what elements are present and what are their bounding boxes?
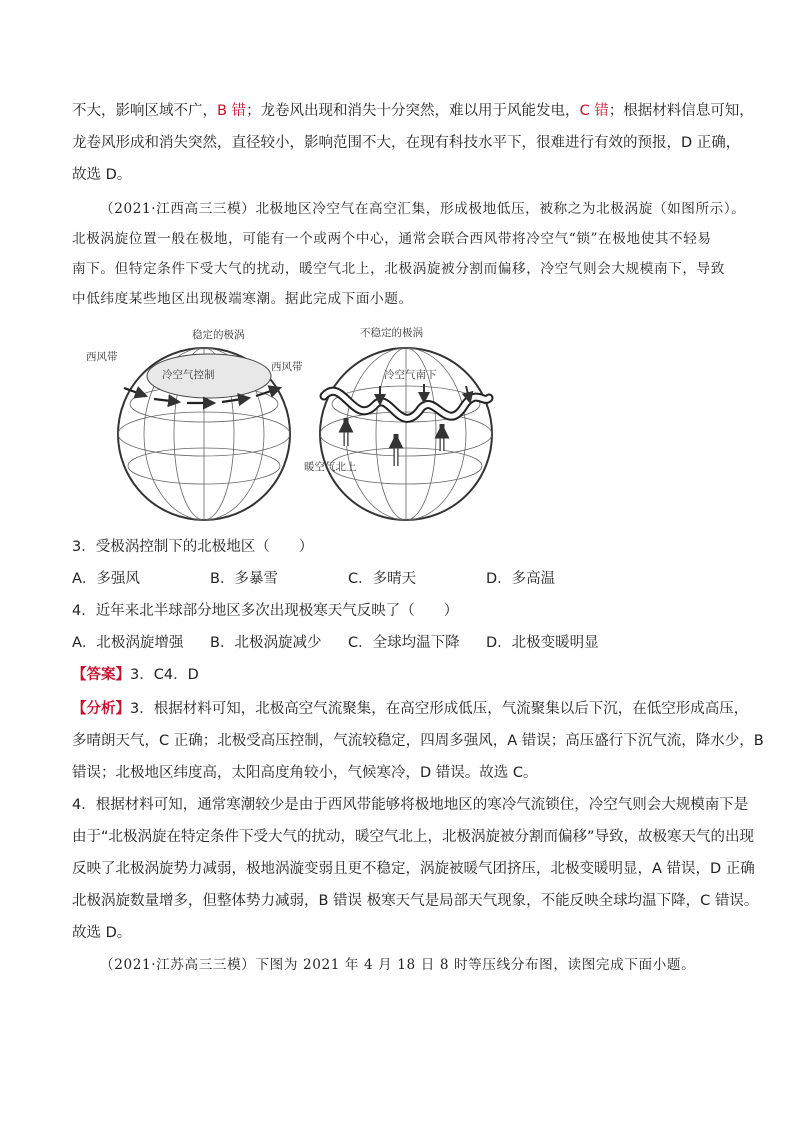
question-3-stem: 3．受极涡控制下的北极地区（ ） xyxy=(72,539,314,555)
analysis-4-line-1: 4．根据材料可知，通常寒潮较少是由于西风带能够将极地地区的寒冷气流锁住，冷空气则会大规模南下是 xyxy=(72,797,749,813)
q3-option-d: D．多高温 xyxy=(486,571,556,587)
material-line-4: 中低纬度某些地区出现极端寒潮。据此完成下面小题。 xyxy=(72,291,413,307)
prev-analysis-line-3: 故选 D。 xyxy=(72,167,132,183)
q3-option-b: B．多暴雪 xyxy=(210,571,278,587)
analysis-4-line-5: 故选 D。 xyxy=(72,925,132,941)
cold-air-control-label: 冷空气控制 xyxy=(162,369,215,381)
text-run-red: B 错 xyxy=(217,103,247,119)
warm-air-north-label: 暖空气北上 xyxy=(304,461,357,473)
prev-analysis-line-2: 龙卷风形成和消失突然，直径较小，影响范围不大，在现有科技水平下，很难进行有效的预报，D 正确， xyxy=(72,135,741,151)
material-line-3: 南下。但特定条件下受大气的扰动，暖空气北上，北极涡旋被分割而偏移，冷空气则会大规模南下，导致 xyxy=(72,261,725,277)
cold-air-south-label: 冷空气南下 xyxy=(384,369,437,381)
q4-option-d: D．北极变暖明显 xyxy=(486,635,599,651)
answer-text: 3．C4．D xyxy=(130,667,199,683)
text-run: ；根据材料信息可知， xyxy=(608,103,754,119)
analysis-3-line-3: 错误；北极地区纬度高，太阳高度角较小，气候寒冷，D 错误。故选 C。 xyxy=(72,765,538,781)
analysis-4-line-3: 反映了北极涡旋势力减弱，极地涡漩变弱且更不稳定，涡旋被暖气团挤压，北极变暖明显，A 错误，D 正确 xyxy=(72,861,755,877)
unstable-vortex-globe xyxy=(271,326,492,520)
stable-vortex-title: 稳定的极涡 xyxy=(192,329,245,341)
material-line-1: （2021·江西高三三模）北极地区冷空气在高空汇集，形成极地低压，被称之为北极涡旋（如图所示）。 xyxy=(100,201,746,217)
analysis-3-line-1 xyxy=(72,699,749,719)
text-run: 3．根据材料可知，北极高空气流聚集，在高空形成低压，气流聚集以后下沉，在低空形成高压， xyxy=(130,701,749,717)
unstable-vortex-title: 不稳定的极涡 xyxy=(360,327,423,339)
analysis-3-line-2: 多晴朗天气，C 正确；北极受高压控制，气流较稳定，四周多强风，A 错误；高压盛行下沉气流，降水少，B xyxy=(72,733,764,749)
q3-option-c: C．多晴天 xyxy=(348,571,417,587)
analysis-tag: 【分析】 xyxy=(72,701,130,717)
question-4-stem: 4．近年来北半球部分地区多次出现极寒天气反映了（ ） xyxy=(72,603,459,619)
q4-option-b: B．北极涡旋减少 xyxy=(210,635,322,651)
next-material-line-1: （2021·江苏高三三模）下图为 2021 年 4 月 18 日 8 时等压线分布图，读图完成下面小题。 xyxy=(100,957,696,973)
q4-option-a: A．北极涡旋增强 xyxy=(72,635,184,651)
analysis-4-line-2: 由于“北极涡旋在特定条件下受大气的扰动，暖空气北上，北极涡旋被分割而偏移”导致，故极寒天气的出现 xyxy=(72,829,755,845)
q3-option-a: A．多强风 xyxy=(72,571,140,587)
answer-line xyxy=(72,665,732,685)
left-westerly-label: 西风带 xyxy=(86,351,118,363)
right-westerly-label: 西风带 xyxy=(271,361,303,373)
text-run: 不大，影响区域不广， xyxy=(72,103,217,119)
prev-analysis-line-1 xyxy=(72,101,754,121)
answer-tag: 【答案】 xyxy=(72,667,130,683)
polar-vortex-figure xyxy=(84,326,524,521)
material-line-2: 北极涡旋位置一般在极地，可能有一个或两个中心，通常会联合西风带将冷空气“锁”在极地使其不轻易 xyxy=(72,231,712,247)
text-run: ；龙卷风出现和消失十分突然，难以用于风能发电， xyxy=(246,103,580,119)
analysis-4-line-4: 北极涡旋数量增多，但整体势力减弱，B 错误 极寒天气是局部天气现象，不能反映全球均温下降，C 错误。 xyxy=(72,893,759,909)
text-run-red: C 错 xyxy=(579,103,609,119)
q4-option-c: C．全球均温下降 xyxy=(348,635,460,651)
stable-vortex-globe xyxy=(86,328,290,520)
